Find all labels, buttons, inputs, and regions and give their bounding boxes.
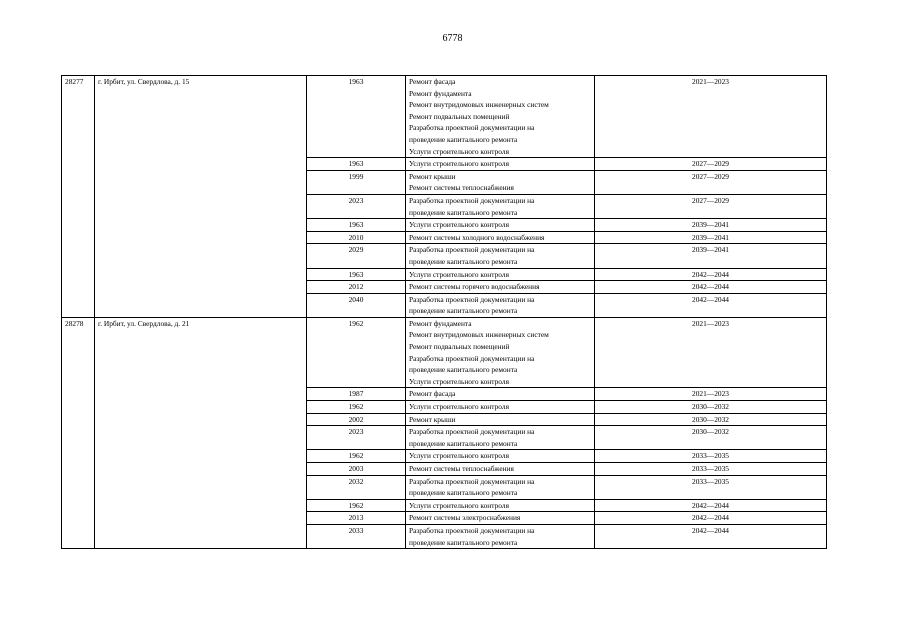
period-cell: 2042—2044: [595, 268, 827, 281]
year-cell: 1963: [307, 268, 406, 281]
work-item: Ремонт подвальных помещений: [409, 111, 510, 121]
works-cell: [406, 317, 595, 388]
period-cell: 2039—2041: [595, 244, 827, 268]
period-cell: 2039—2041: [595, 219, 827, 232]
table-row: [62, 76, 827, 158]
year-cell: 2040: [307, 293, 406, 317]
year-cell: 1999: [307, 170, 406, 194]
work-item: Ремонт внутридомовых инженерных систем: [409, 100, 549, 110]
period-cell: 2021—2023: [595, 317, 827, 388]
work-item: Разработка проектной документации на: [409, 353, 535, 363]
repair-schedule-table: [61, 75, 827, 549]
year-cell: 1963: [307, 158, 406, 171]
works-cell: [406, 268, 595, 281]
works-cell: [406, 170, 595, 194]
work-item: Ремонт внутридомовых инженерных систем: [409, 330, 549, 340]
work-item: Ремонт системы теплоснабжения: [409, 183, 514, 193]
building-id-cell: 28277: [62, 76, 95, 318]
year-cell: 2023: [307, 426, 406, 450]
works-cell: [406, 293, 595, 317]
year-cell: 1962: [307, 401, 406, 414]
building-address-cell: г. Ирбит, ул. Свердлова, д. 15: [95, 76, 307, 318]
work-item: Разработка проектной документации на: [409, 427, 535, 437]
work-item: Услуги строительного контроля: [409, 146, 509, 156]
work-item: Разработка проектной документации на: [409, 245, 535, 255]
period-cell: 2033—2035: [595, 463, 827, 476]
period-cell: 2030—2032: [595, 426, 827, 450]
building-id-cell: 28278: [62, 317, 95, 548]
year-cell: 2023: [307, 194, 406, 218]
period-cell: 2033—2035: [595, 475, 827, 499]
work-item: Разработка проектной документации на: [409, 525, 535, 535]
works-cell: [406, 499, 595, 512]
year-cell: 2013: [307, 512, 406, 525]
work-item: проведение капитального ремонта: [409, 207, 518, 217]
works-cell: [406, 450, 595, 463]
period-cell: 2027—2029: [595, 158, 827, 171]
work-item: Ремонт фундамента: [409, 88, 472, 98]
year-cell: 2029: [307, 244, 406, 268]
work-item: Услуги строительного контроля: [409, 376, 509, 386]
period-cell: 2021—2023: [595, 388, 827, 401]
year-cell: 2012: [307, 281, 406, 294]
work-item: Услуги строительного контроля: [409, 500, 509, 510]
works-cell: [406, 512, 595, 525]
work-item: проведение капитального ремонта: [409, 365, 518, 375]
year-cell: 1962: [307, 317, 406, 388]
year-cell: 2010: [307, 231, 406, 244]
works-cell: [406, 401, 595, 414]
period-cell: 2033—2035: [595, 450, 827, 463]
period-cell: 2021—2023: [595, 76, 827, 158]
period-cell: 2030—2032: [595, 413, 827, 426]
work-item: Ремонт фасада: [409, 77, 456, 86]
work-item: Услуги строительного контроля: [409, 451, 509, 461]
work-item: проведение капитального ремонта: [409, 306, 518, 316]
work-item: Услуги строительного контроля: [409, 159, 509, 169]
works-cell: [406, 413, 595, 426]
year-cell: 2033: [307, 524, 406, 548]
work-item: Разработка проектной документации на: [409, 123, 535, 133]
work-item: Разработка проектной документации на: [409, 195, 535, 205]
page-number: 6778: [442, 33, 463, 44]
period-cell: 2042—2044: [595, 512, 827, 525]
works-cell: [406, 244, 595, 268]
work-item: Услуги строительного контроля: [409, 220, 509, 230]
work-item: Ремонт фундамента: [409, 318, 472, 328]
work-item: проведение капитального ремонта: [409, 537, 518, 547]
work-item: проведение капитального ремонта: [409, 438, 518, 448]
table-row: [62, 317, 827, 388]
building-address-cell: г. Ирбит, ул. Свердлова, д. 21: [95, 317, 307, 548]
work-item: Услуги строительного контроля: [409, 402, 509, 412]
work-item: Ремонт системы электроснабжения: [409, 513, 521, 523]
work-item: Ремонт фасада: [409, 389, 456, 399]
table-body: [62, 76, 827, 549]
year-cell: 1963: [307, 76, 406, 158]
period-cell: 2042—2044: [595, 293, 827, 317]
work-item: проведение капитального ремонта: [409, 256, 518, 266]
period-cell: 2039—2041: [595, 231, 827, 244]
period-cell: 2042—2044: [595, 524, 827, 548]
works-cell: [406, 158, 595, 171]
work-item: Разработка проектной документации на: [409, 294, 535, 304]
works-cell: [406, 524, 595, 548]
work-item: Ремонт крыши: [409, 171, 456, 181]
works-cell: [406, 231, 595, 244]
work-item: проведение капитального ремонта: [409, 134, 518, 144]
period-cell: 2027—2029: [595, 170, 827, 194]
work-item: Ремонт системы теплоснабжения: [409, 464, 514, 473]
works-cell: [406, 76, 595, 158]
year-cell: 1962: [307, 450, 406, 463]
period-cell: 2027—2029: [595, 194, 827, 218]
work-item: Ремонт системы горячего водоснабжения: [409, 282, 540, 292]
works-cell: [406, 194, 595, 218]
works-cell: [406, 219, 595, 232]
work-item: Ремонт крыши: [409, 414, 456, 424]
year-cell: 1987: [307, 388, 406, 401]
work-item: Услуги строительного контроля: [409, 269, 509, 279]
works-cell: [406, 281, 595, 294]
works-cell: [406, 475, 595, 499]
works-cell: [406, 463, 595, 476]
period-cell: 2042—2044: [595, 499, 827, 512]
work-item: Разработка проектной документации на: [409, 476, 535, 486]
period-cell: 2042—2044: [595, 281, 827, 294]
year-cell: 1963: [307, 219, 406, 232]
year-cell: 2003: [307, 463, 406, 476]
year-cell: 2032: [307, 475, 406, 499]
period-cell: 2030—2032: [595, 401, 827, 414]
works-cell: [406, 388, 595, 401]
year-cell: 2002: [307, 413, 406, 426]
work-item: проведение капитального ремонта: [409, 488, 518, 498]
work-item: Ремонт системы холодного водоснабжения: [409, 232, 545, 242]
works-cell: [406, 426, 595, 450]
work-item: Ремонт подвальных помещений: [409, 342, 510, 352]
year-cell: 1962: [307, 499, 406, 512]
